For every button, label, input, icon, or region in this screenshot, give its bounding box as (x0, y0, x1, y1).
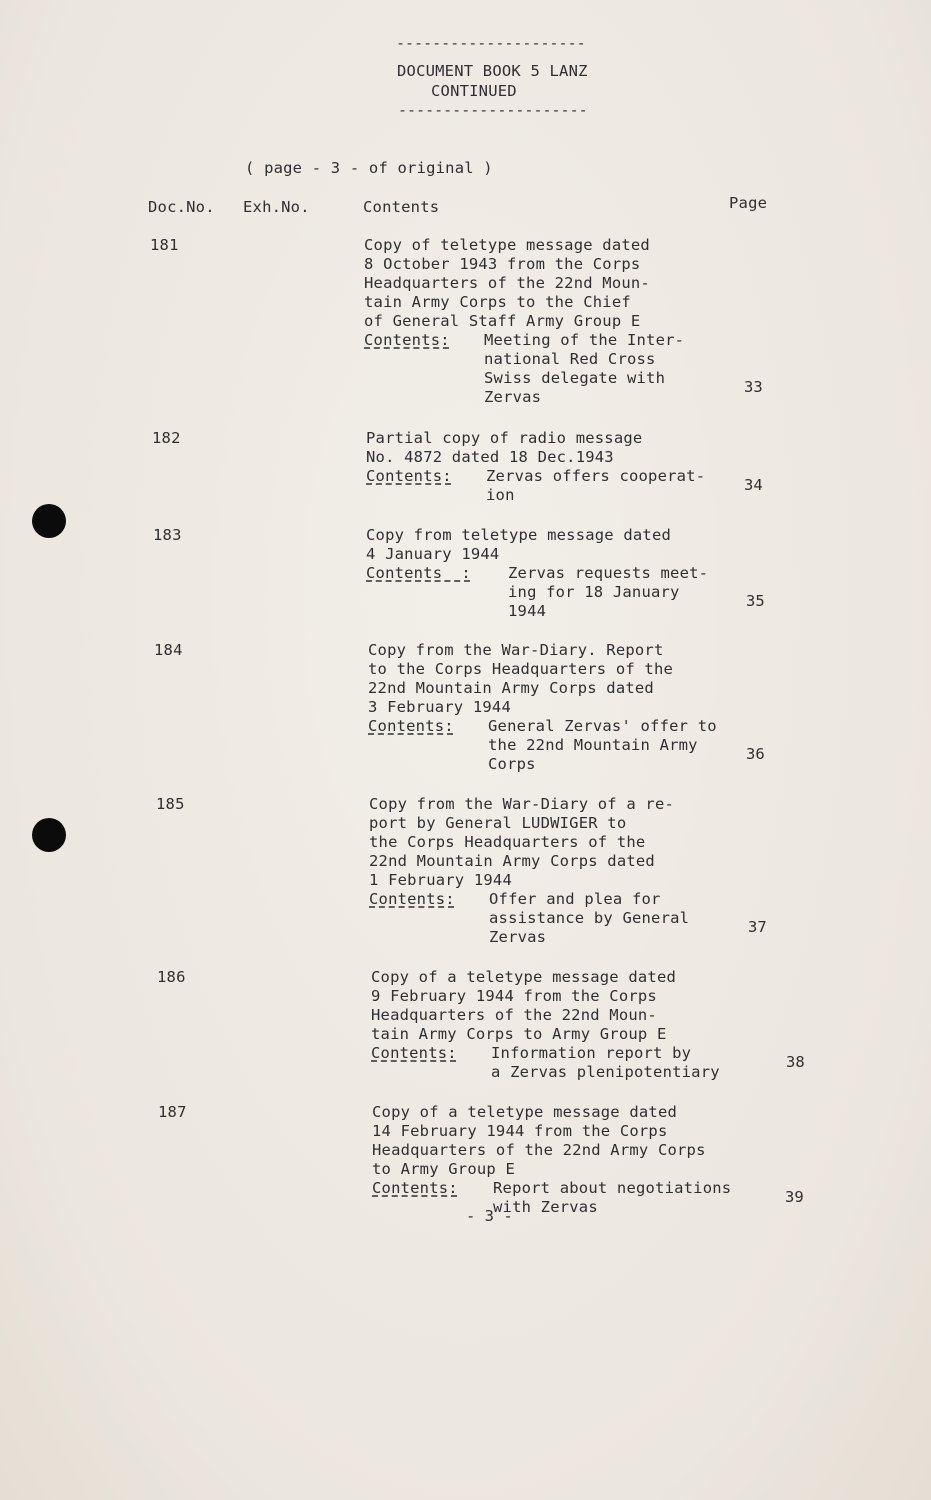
description-line: Headquarters of the 22nd Army Corps (372, 1141, 706, 1159)
contents-line: Report about negotiations (493, 1179, 732, 1197)
page-footer-number: - 3 - (466, 1207, 513, 1225)
contents-line: Offer and plea for (489, 890, 661, 908)
doc-number: 186 (157, 968, 186, 986)
page-number: 34 (744, 476, 763, 494)
doc-number: 181 (150, 236, 179, 254)
page-number: 35 (746, 592, 765, 610)
description-line: tain Army Corps to Army Group E (371, 1025, 667, 1043)
contents-line: the 22nd Mountain Army (488, 736, 698, 754)
description-line: Headquarters of the 22nd Moun- (371, 1006, 657, 1024)
contents-line: Zervas offers cooperat- (486, 467, 706, 485)
doc-number: 182 (152, 429, 181, 447)
contents-label: Contents: (369, 890, 455, 908)
description-line: the Corps Headquarters of the (369, 833, 646, 851)
page-number: 39 (785, 1188, 804, 1206)
description-line: 1 February 1944 (369, 871, 512, 889)
description-line: to Army Group E (372, 1160, 515, 1178)
description-line: Headquarters of the 22nd Moun- (364, 274, 650, 292)
column-header-contents: Contents (363, 198, 440, 216)
doc-number: 183 (153, 526, 182, 544)
contents-line: national Red Cross (484, 350, 656, 368)
contents-line: a Zervas plenipotentiary (491, 1063, 720, 1081)
contents-label: Contents: (372, 1179, 458, 1197)
contents-line: ing for 18 January (508, 583, 680, 601)
punch-hole (32, 504, 66, 538)
contents-line: ion (486, 486, 515, 504)
description-line: Copy of teletype message dated (364, 236, 650, 254)
description-line: Copy from teletype message dated (366, 526, 672, 544)
doc-number: 184 (154, 641, 183, 659)
contents-line: Meeting of the Inter- (484, 331, 685, 349)
description-line: 14 February 1944 from the Corps (372, 1122, 668, 1140)
contents-line: Zervas (489, 928, 547, 946)
contents-label: Contents: (371, 1044, 457, 1062)
doc-number: 185 (156, 795, 185, 813)
description-line: 8 October 1943 from the Corps (364, 255, 641, 273)
page-number: 38 (786, 1053, 805, 1071)
page-number: 33 (744, 378, 763, 396)
page-number: 36 (746, 745, 765, 763)
description-line: 4 January 1944 (366, 545, 500, 563)
description-line: to the Corps Headquarters of the (368, 660, 674, 678)
document-title: DOCUMENT BOOK 5 LANZ (397, 62, 588, 80)
contents-line: assistance by General (489, 909, 690, 927)
contents-label: Contents: (368, 717, 454, 735)
description-line: Copy from the War-Diary of a re- (369, 795, 675, 813)
contents-line: General Zervas' offer to (488, 717, 717, 735)
contents-label: Contents : (366, 564, 471, 582)
description-line: port by General LUDWIGER to (369, 814, 627, 832)
description-line: No. 4872 dated 18 Dec.1943 (366, 448, 614, 466)
description-line: 22nd Mountain Army Corps dated (369, 852, 655, 870)
contents-line: 1944 (508, 602, 547, 620)
contents-line: Zervas (484, 388, 542, 406)
contents-line: with Zervas (493, 1198, 598, 1216)
contents-line: Corps (488, 755, 536, 773)
contents-label: Contents: (364, 331, 450, 349)
page-reference: ( page - 3 - of original ) (245, 159, 493, 177)
description-line: Partial copy of radio message (366, 429, 643, 447)
description-line: 3 February 1944 (368, 698, 511, 716)
doc-number: 187 (158, 1103, 187, 1121)
column-header-exh-no: Exh.No. (243, 198, 310, 216)
contents-line: Information report by (491, 1044, 692, 1062)
contents-line: Zervas requests meet- (508, 564, 709, 582)
description-line: 22nd Mountain Army Corps dated (368, 679, 654, 697)
header-rule-bottom: --------------------- (398, 101, 588, 119)
column-header-doc-no: Doc.No. (148, 198, 215, 216)
description-line: Copy of a teletype message dated (371, 968, 677, 986)
description-line: tain Army Corps to the Chief (364, 293, 631, 311)
description-line: Copy of a teletype message dated (372, 1103, 678, 1121)
punch-hole (32, 818, 66, 852)
description-line: 9 February 1944 from the Corps (371, 987, 657, 1005)
header-rule-top: --------------------- (396, 34, 586, 52)
contents-label: Contents: (366, 467, 452, 485)
page-number: 37 (748, 918, 767, 936)
description-line: Copy from the War-Diary. Report (368, 641, 664, 659)
description-line: of General Staff Army Group E (364, 312, 641, 330)
document-subtitle: CONTINUED (431, 82, 517, 100)
contents-line: Swiss delegate with (484, 369, 666, 387)
column-header-page: Page (729, 194, 768, 212)
